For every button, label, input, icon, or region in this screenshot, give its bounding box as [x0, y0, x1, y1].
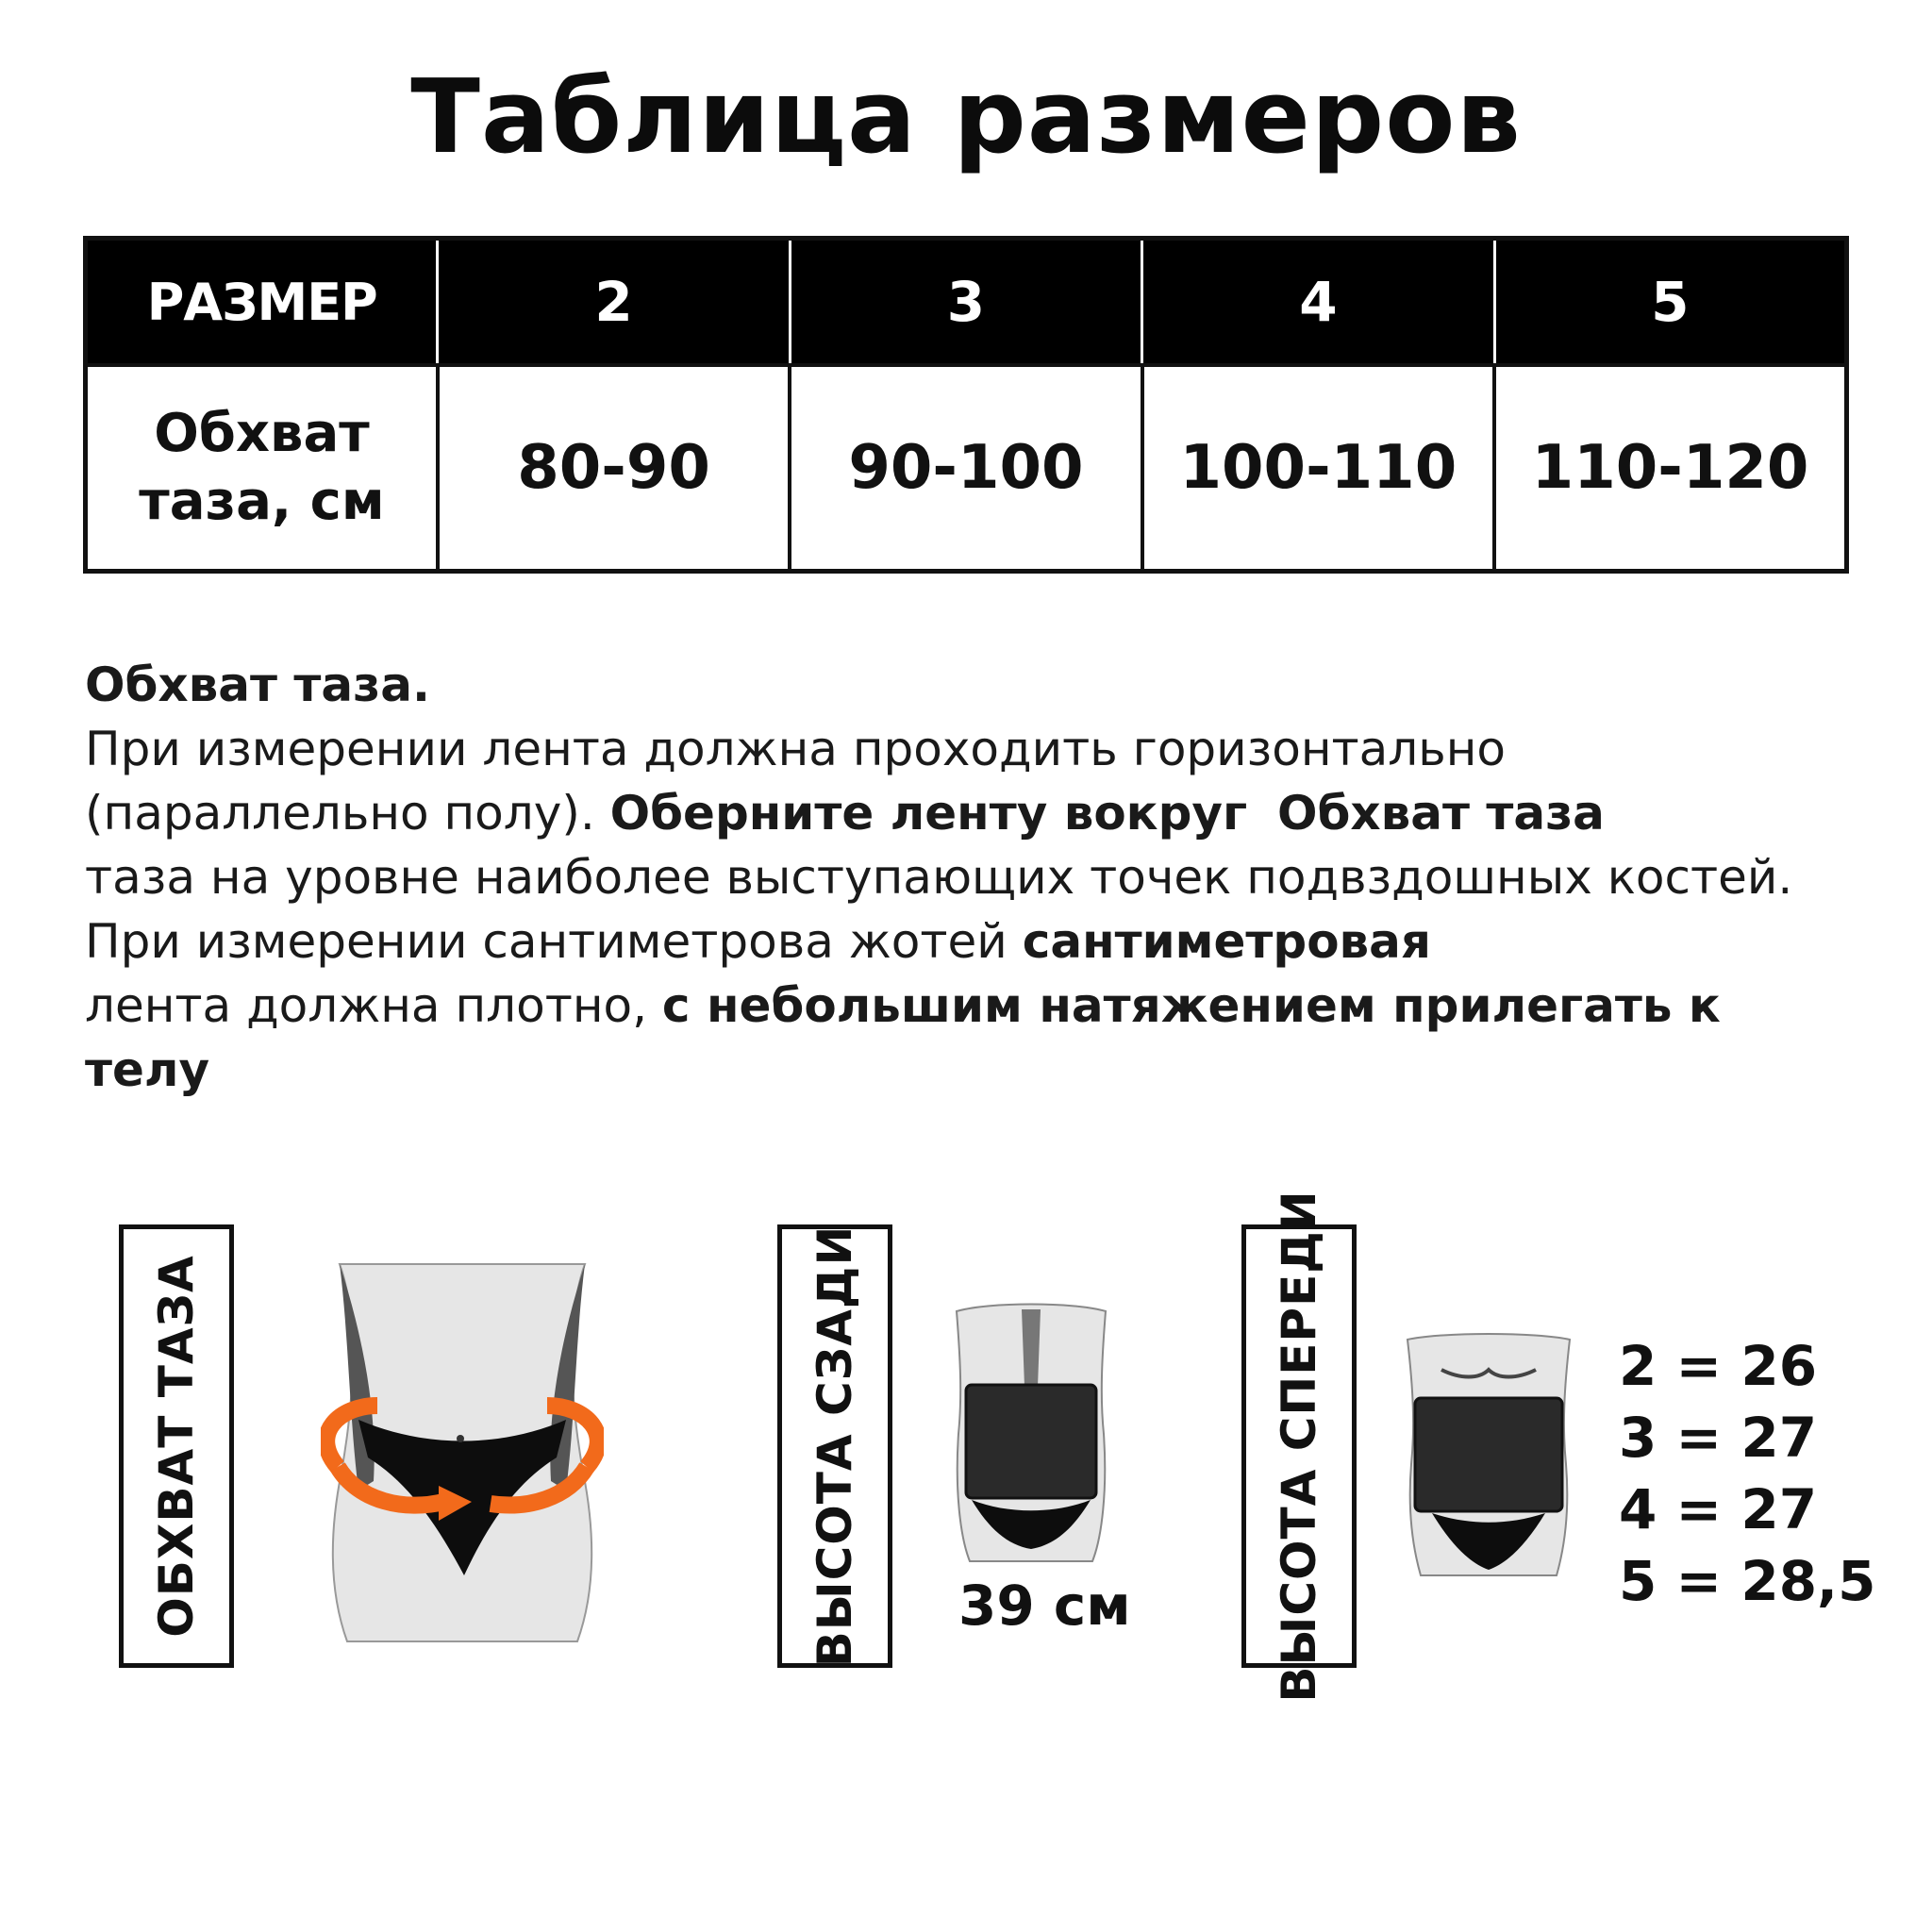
hip-girth-value: 90-100 — [790, 365, 1141, 572]
hip-girth-value: 80-90 — [438, 365, 790, 572]
measurement-instructions — [85, 653, 1802, 1102]
size-header-cell: 4 — [1142, 239, 1494, 366]
front-belt — [1415, 1398, 1562, 1511]
size-header-row — [86, 239, 1847, 366]
back-height-value: 39 см — [958, 1574, 1131, 1638]
back-height-figure — [951, 1302, 1111, 1566]
hip-girth-figure — [321, 1255, 604, 1651]
instructions-text — [85, 717, 1802, 1102]
size-header-cell: 3 — [790, 239, 1141, 366]
hip-girth-value: 110-120 — [1494, 365, 1846, 572]
hip-girth-label: ОБХВАТ ТАЗА — [149, 1255, 204, 1638]
front-height-value: 4 = 27 — [1619, 1477, 1818, 1541]
front-height-value: 5 = 28,5 — [1619, 1549, 1876, 1613]
navel — [457, 1435, 464, 1442]
back-height-label-box — [777, 1224, 892, 1668]
front-height-label: ВЫСОТА СПЕРЕДИ — [1272, 1190, 1326, 1703]
size-header-cell: 5 — [1494, 239, 1846, 366]
size-header-cell: 2 — [438, 239, 790, 366]
instructions-garbled-text: жотей — [848, 914, 1008, 969]
instructions-line: таза на уровне наиболее выступающих точек подвздошных костей. При измерении сантиметрова — [85, 850, 1793, 969]
front-height-label-box — [1241, 1190, 1357, 1703]
back-height-label: ВЫСОТА СЗАДИ — [808, 1224, 862, 1668]
front-height-values — [1619, 1330, 1875, 1617]
hip-girth-row — [86, 365, 1847, 572]
back-belt — [966, 1385, 1096, 1498]
page-title: Таблица размеров — [410, 58, 1522, 176]
size-table — [83, 236, 1849, 574]
instructions-emphasis: Оберните ленту вокруг — [609, 786, 1248, 841]
front-height-figure — [1404, 1332, 1574, 1577]
instructions-emphasis: с небольшим натяжением прилегать к телу — [85, 978, 1721, 1097]
instructions-line: При измерении лента должна проходить горизонтально (параллельно полу). — [85, 722, 1507, 841]
instructions-emphasis: сантиметровая — [1022, 914, 1432, 969]
hip-girth-row-label — [86, 365, 438, 572]
instructions-emphasis: Обхват таза — [1276, 786, 1605, 841]
instructions-heading: Обхват таза. — [85, 658, 430, 712]
size-header-label: РАЗМЕР — [86, 239, 438, 366]
hip-girth-label-box — [119, 1224, 234, 1668]
front-height-value: 3 = 27 — [1619, 1406, 1818, 1470]
back-spine-shadow — [1022, 1309, 1041, 1387]
instructions-line: лента должна плотно, — [85, 978, 647, 1033]
row-label-line: Обхват — [154, 403, 370, 464]
hip-girth-value: 100-110 — [1142, 365, 1494, 572]
front-height-value: 2 = 26 — [1619, 1334, 1818, 1398]
row-label-line: таза, см — [139, 471, 385, 532]
